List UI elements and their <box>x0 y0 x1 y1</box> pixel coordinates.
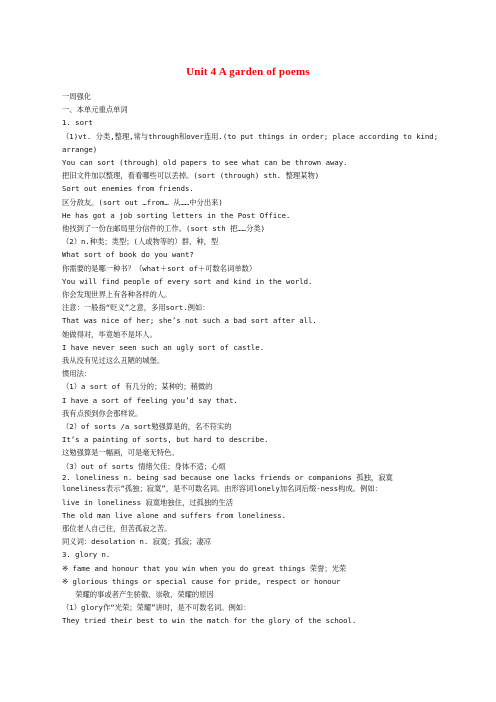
text-line: live in loneliness 寂寞地独住，过孤独的生活 <box>62 497 234 507</box>
document-body <box>62 90 448 628</box>
text-line: 你需要的是哪一种书？（what＋sort of＋可数名词单数） <box>62 263 257 273</box>
text-line: You will find people of every sort and kind in the world. <box>62 276 313 286</box>
text-line: 3. glory n. <box>62 550 111 560</box>
text-line: 我有点预到你会那样说。 <box>62 408 143 418</box>
text-line: ※ glorious things or special cause for pride, respect or honour <box>62 576 341 586</box>
text-line: 把旧文件加以整理，看看哪些可以丢掉。(sort (through) sth. 整理某物) <box>62 171 320 181</box>
text-line: （3）out of sorts 情绪欠佳；身体不适；心烦 <box>62 461 226 471</box>
text-line: （2）of sorts /a sort勉强算是的，名不符实的 <box>62 422 232 432</box>
text-line: 这勉强算是一幅画，可是毫无特色。 <box>62 448 179 458</box>
section-heading: 一、本单元重点单词 <box>62 105 128 115</box>
text-line: 他找到了一份在邮局里分信件的工作。(sort sth 把……分类) <box>62 224 266 234</box>
text-line: loneliness表示“孤独；寂寞”，是不可数名词。由形容词lonely加名词后缀-ness构成。例如： <box>62 484 382 494</box>
text-line: （1）a sort of 有几分的；某种的；稍微的 <box>62 382 213 392</box>
text-line: That was nice of her; she’s not such a bad sort after all. <box>62 316 317 326</box>
text-line: ※ fame and honour that you win when you do great things 荣誉；光荣 <box>62 563 347 573</box>
text-line: They tried their best to win the match for the glory of the school. <box>62 616 357 626</box>
text-line: （1）glory作“光荣；荣耀”讲时，是不可数名词。例如： <box>62 603 251 613</box>
text-line: （1)vt. 分类,整理,常与through和over连用.(to put things in order; place according to kind; arrange) <box>62 131 443 154</box>
text-line: 惯用法： <box>62 369 92 379</box>
text-line: 你会发现世界上有各种各样的人。 <box>62 290 172 300</box>
text-line: 2. loneliness n. being sad because one lacks friends or companions 孤独，寂寞 <box>62 472 393 482</box>
text-line: 荣耀的事或者产生骄傲、崇敬、荣耀的原因 <box>62 590 214 600</box>
text-line: Sort out enemies from friends. <box>62 184 194 194</box>
text-line: 我从没有见过这么丑陋的城堡。 <box>62 356 165 366</box>
text-line: I have never seen such an ugly sort of castle. <box>62 342 265 352</box>
text-line: 一周强化 <box>62 92 92 101</box>
text-line: He has got a job sorting letters in the Post Office. <box>62 210 291 220</box>
text-line: 注意：一般指“贬义”之意，多用sort.例如： <box>62 303 210 313</box>
text-line: 同义词：desolation n. 寂寞；孤寂；凄凉 <box>62 537 212 547</box>
page-title: Unit 4 A garden of poems <box>186 66 310 78</box>
text-line: （2）n.种类；类型；(人或物等的）群，种，型 <box>62 237 219 247</box>
text-line: You can sort (through) old papers to see what can be thrown away. <box>62 158 348 168</box>
text-line: I have a sort of feeling you’d say that. <box>62 395 238 405</box>
text-line: What sort of book do you want? <box>62 250 194 260</box>
text-line: The old man live alone and suffers from loneliness. <box>62 510 287 520</box>
text-line: 她做得对，毕竟她不是坏人。 <box>62 329 157 339</box>
text-line: It’s a painting of sorts, but hard to describe. <box>62 435 269 445</box>
text-line: 那位老人自己住，但苦孤寂之苦。 <box>62 524 172 533</box>
text-line: 1. sort <box>62 118 93 128</box>
text-line: 区分敌友。(sort out …from… 从……中分出来) <box>62 197 223 207</box>
